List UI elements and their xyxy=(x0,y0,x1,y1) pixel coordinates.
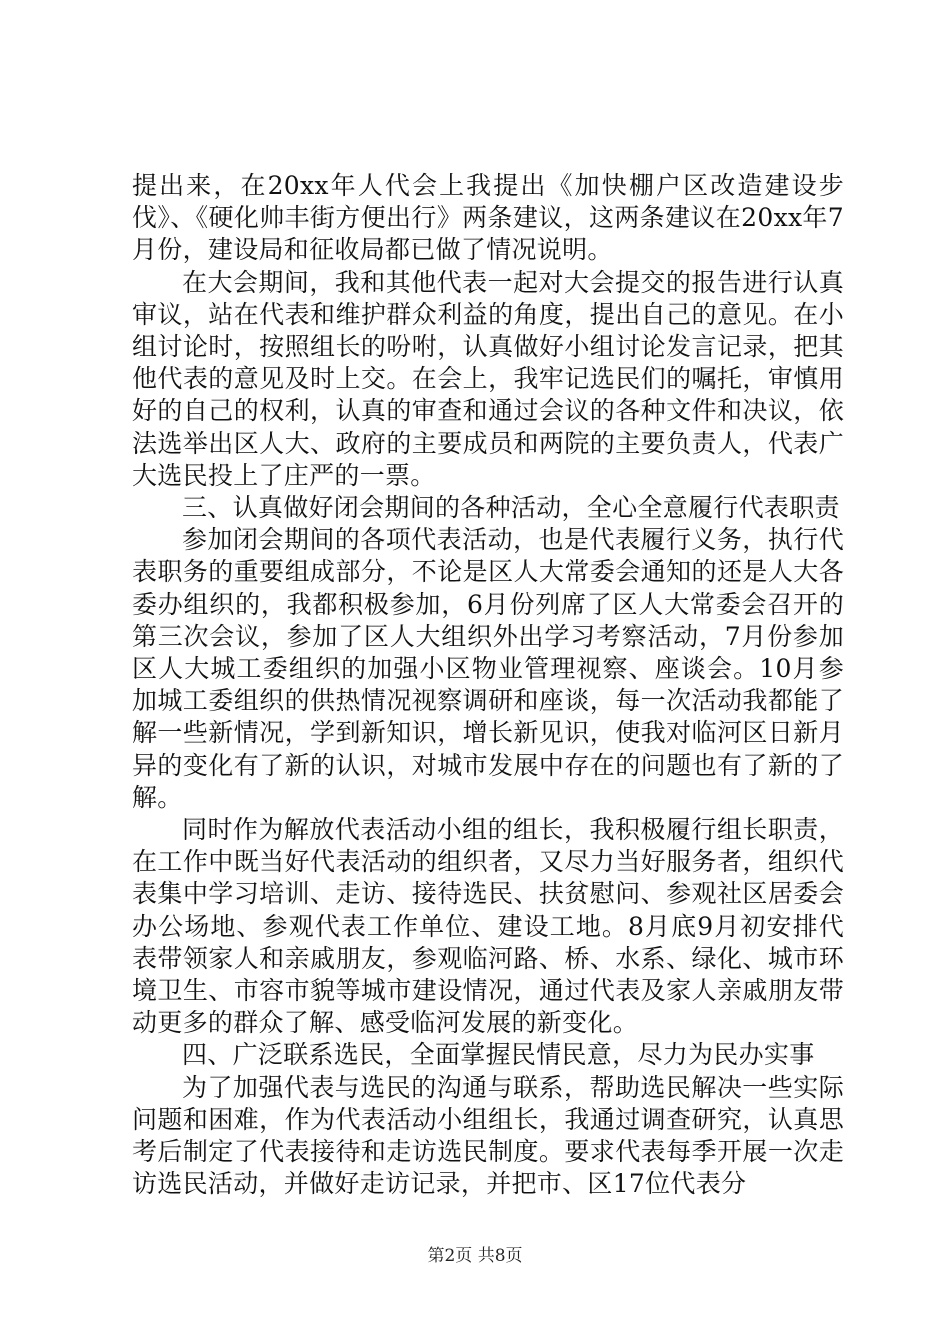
section-heading-3: 三、认真做好闭会期间的各种活动，全心全意履行代表职责 xyxy=(182,493,840,523)
section-heading-4: 四、广泛联系选民，全面掌握民情民意，尽力为民办实事 xyxy=(182,1040,815,1070)
paragraph-1: 提出来，在20xx年人代会上我提出《加快棚户区改造建设步伐》、《硬化帅丰街方便出行》两条建议，这两条建议在20xx年7月份，建设局和征收局都已做了情况说明。 xyxy=(132,171,844,265)
paragraph-4: 同时作为解放代表活动小组的组长，我积极履行组长职责，在工作中既当好代表活动的组织者，又尽力当好服务者，组织代表集中学习培训、走访、接待选民、扶贫慰问、参观社区居委会办公场地、参观代表工作单位、建设工地。8月底9月初安排代表带领家人和亲戚朋友，参观临河路、桥、水系、绿化、城市环境卫生、市容市貌等城市建设情况，通过代表及家人亲戚朋友带动更多的群众了解、感受临河发展的新变化。 xyxy=(132,815,844,1038)
document-body xyxy=(132,170,844,1201)
paragraph-5: 为了加强代表与选民的沟通与联系，帮助选民解决一些实际问题和困难，作为代表活动小组组长，我通过调查研究，认真思考后制定了代表接待和走访选民制度。要求代表每季开展一次走访选民活动，并做好走访记录，并把市、区17位代表分 xyxy=(132,1072,844,1199)
paragraph-3: 参加闭会期间的各项代表活动，也是代表履行义务，执行代表职务的重要组成部分，不论是区人大常委会通知的还是人大各委办组织的，我都积极参加，6月份列席了区人大常委会召开的第三次会议，参加了区人大组织外出学习考察活动，7月份参加区人大城工委组织的加强小区物业管理视察、座谈会。10月参加城工委组织的供热情况视察调研和座谈，每一次活动我都能了解一些新情况，学到新知识，增长新见识，使我对临河区日新月异的变化有了新的认识，对城市发展中存在的问题也有了新的了解。 xyxy=(132,525,844,812)
paragraph-2: 在大会期间，我和其他代表一起对大会提交的报告进行认真审议，站在代表和维护群众利益的角度，提出自己的意见。在小组讨论时，按照组长的吩咐，认真做好小组讨论发言记录，把其他代表的意见及时上交。在会上，我牢记选民们的嘱托，审慎用好的自己的权利，认真的审查和通过会议的各种文件和决议，依法选举出区人大、政府的主要成员和两院的主要负责人，代表广大选民投上了庄严的一票。 xyxy=(132,267,844,490)
page-number-footer: 第2页 共8页 xyxy=(427,1246,523,1266)
